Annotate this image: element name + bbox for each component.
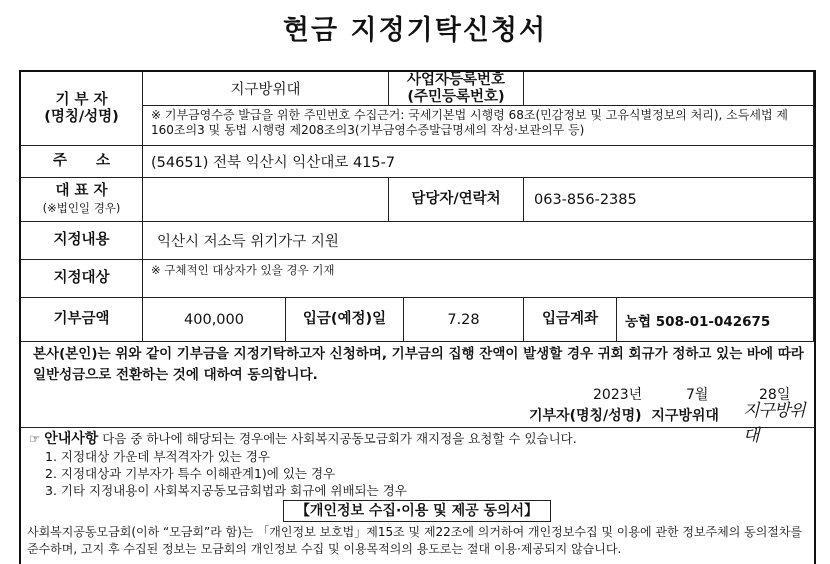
guide-head-bold: 안내사항 bbox=[44, 431, 99, 447]
address-field[interactable]: (54651) 전북 익산시 익산대로 415-7 bbox=[143, 146, 814, 178]
application-form bbox=[19, 70, 816, 564]
representative-label-sub: (※법인일 경우) bbox=[42, 200, 121, 215]
representative-field[interactable] bbox=[143, 178, 389, 222]
donor-label bbox=[21, 72, 143, 146]
guide-head bbox=[29, 430, 809, 448]
guide-item: 3. 기타 지정내용이 사회복지공동모금회법과 회규에 위배되는 경우 bbox=[45, 483, 407, 498]
contact-label: 담당자/연락처 bbox=[389, 178, 524, 222]
declaration-day: 28일 bbox=[759, 387, 791, 403]
regno-label bbox=[389, 72, 524, 106]
address-label: 주 소 bbox=[21, 146, 143, 178]
guide-head-text: 다음 중 하나에 해당되는 경우에는 사회복지공동모금회가 재지정을 요청할 수 있습니다. bbox=[102, 431, 577, 446]
page-title: 현금 지정기탁신청서 bbox=[282, 15, 548, 46]
designation-field[interactable]: 익산시 저소득 위기가구 지원 bbox=[143, 222, 814, 260]
deposit-account-label: 입금계좌 bbox=[524, 298, 617, 342]
guide-section bbox=[29, 430, 809, 499]
declaration-year: 2023년 bbox=[593, 387, 643, 403]
declaration-text: 본사(본인)는 위와 같이 기부금을 지정기탁하고자 신청하며, 기부금의 집행 잔액이 발생할 경우 귀회 회규가 정하고 있는 바에 따라 일반성금으로 전환하는 것에 대하여 동의합니다. bbox=[33, 346, 804, 383]
guide-item: 2. 지정대상과 기부자가 특수 이해관계1)에 있는 경우 bbox=[45, 466, 336, 481]
deposit-date-field[interactable]: 7.28 bbox=[404, 298, 524, 342]
regno-field[interactable] bbox=[524, 72, 814, 106]
amount-field[interactable]: 400,000 bbox=[143, 298, 286, 342]
sign-label: 기부자(명칭/성명) bbox=[529, 408, 642, 424]
consent-body: 사회복지공동모금회(이하 “모금회”라 함)는 「개인정보 보호법」제15조 및 제22조에 의거하여 개인정보수집 및 이용에 관한 정보주체의 동의절차를 준수하며, 고지 후 수집된 정보는 모금회의 개인정보 수집 및 이용목적의의 용도로는 절대 이용·제공되지 않습니다. bbox=[27, 525, 803, 556]
deposit-date-label: 입금(예정)일 bbox=[286, 298, 404, 342]
pointing-hand-icon: ☞ bbox=[29, 431, 41, 446]
handwritten-signature: 지구방위대 bbox=[743, 401, 805, 446]
donor-name-field[interactable]: 지구방위대 bbox=[143, 72, 389, 106]
target-field[interactable]: ※ 구체적인 대상자가 있을 경우 기재 bbox=[143, 260, 814, 298]
designation-label: 지정내용 bbox=[21, 222, 143, 260]
consent-title: 【개인정보 수집·이용 및 제공 동의서】 bbox=[283, 500, 551, 522]
regno-label-main: 사업자등록번호 bbox=[406, 72, 506, 88]
guide-item: 1. 지정대상 가운데 부적격자가 있는 경우 bbox=[45, 449, 270, 464]
amount-label: 기부금액 bbox=[21, 298, 143, 342]
representative-label bbox=[21, 178, 143, 222]
donor-note: ※ 기부금영수증 발급을 위한 주민번호 수집근거: 국세기본법 시행령 68조(민감정보 및 고유식별정보의 처리), 소득세법 제160조의3 및 동법 시행령 제208조의3(기부금영수증발급명세의 작성·보관의무 등) bbox=[143, 106, 814, 146]
declaration-month: 7월 bbox=[686, 387, 709, 403]
representative-label-main: 대 표 자 bbox=[55, 182, 108, 199]
donor-label-sub: (명칭/성명) bbox=[44, 108, 119, 125]
regno-label-sub: (주민등록번호) bbox=[407, 88, 505, 105]
donor-label-main: 기 부 자 bbox=[55, 91, 108, 108]
deposit-account-field[interactable]: 농협 508-01-042675 bbox=[617, 298, 814, 342]
sign-name: 지구방위대 bbox=[651, 408, 719, 424]
contact-field[interactable]: 063-856-2385 bbox=[524, 178, 814, 222]
target-label: 지정대상 bbox=[21, 260, 143, 298]
declaration-sign-label bbox=[529, 405, 719, 425]
